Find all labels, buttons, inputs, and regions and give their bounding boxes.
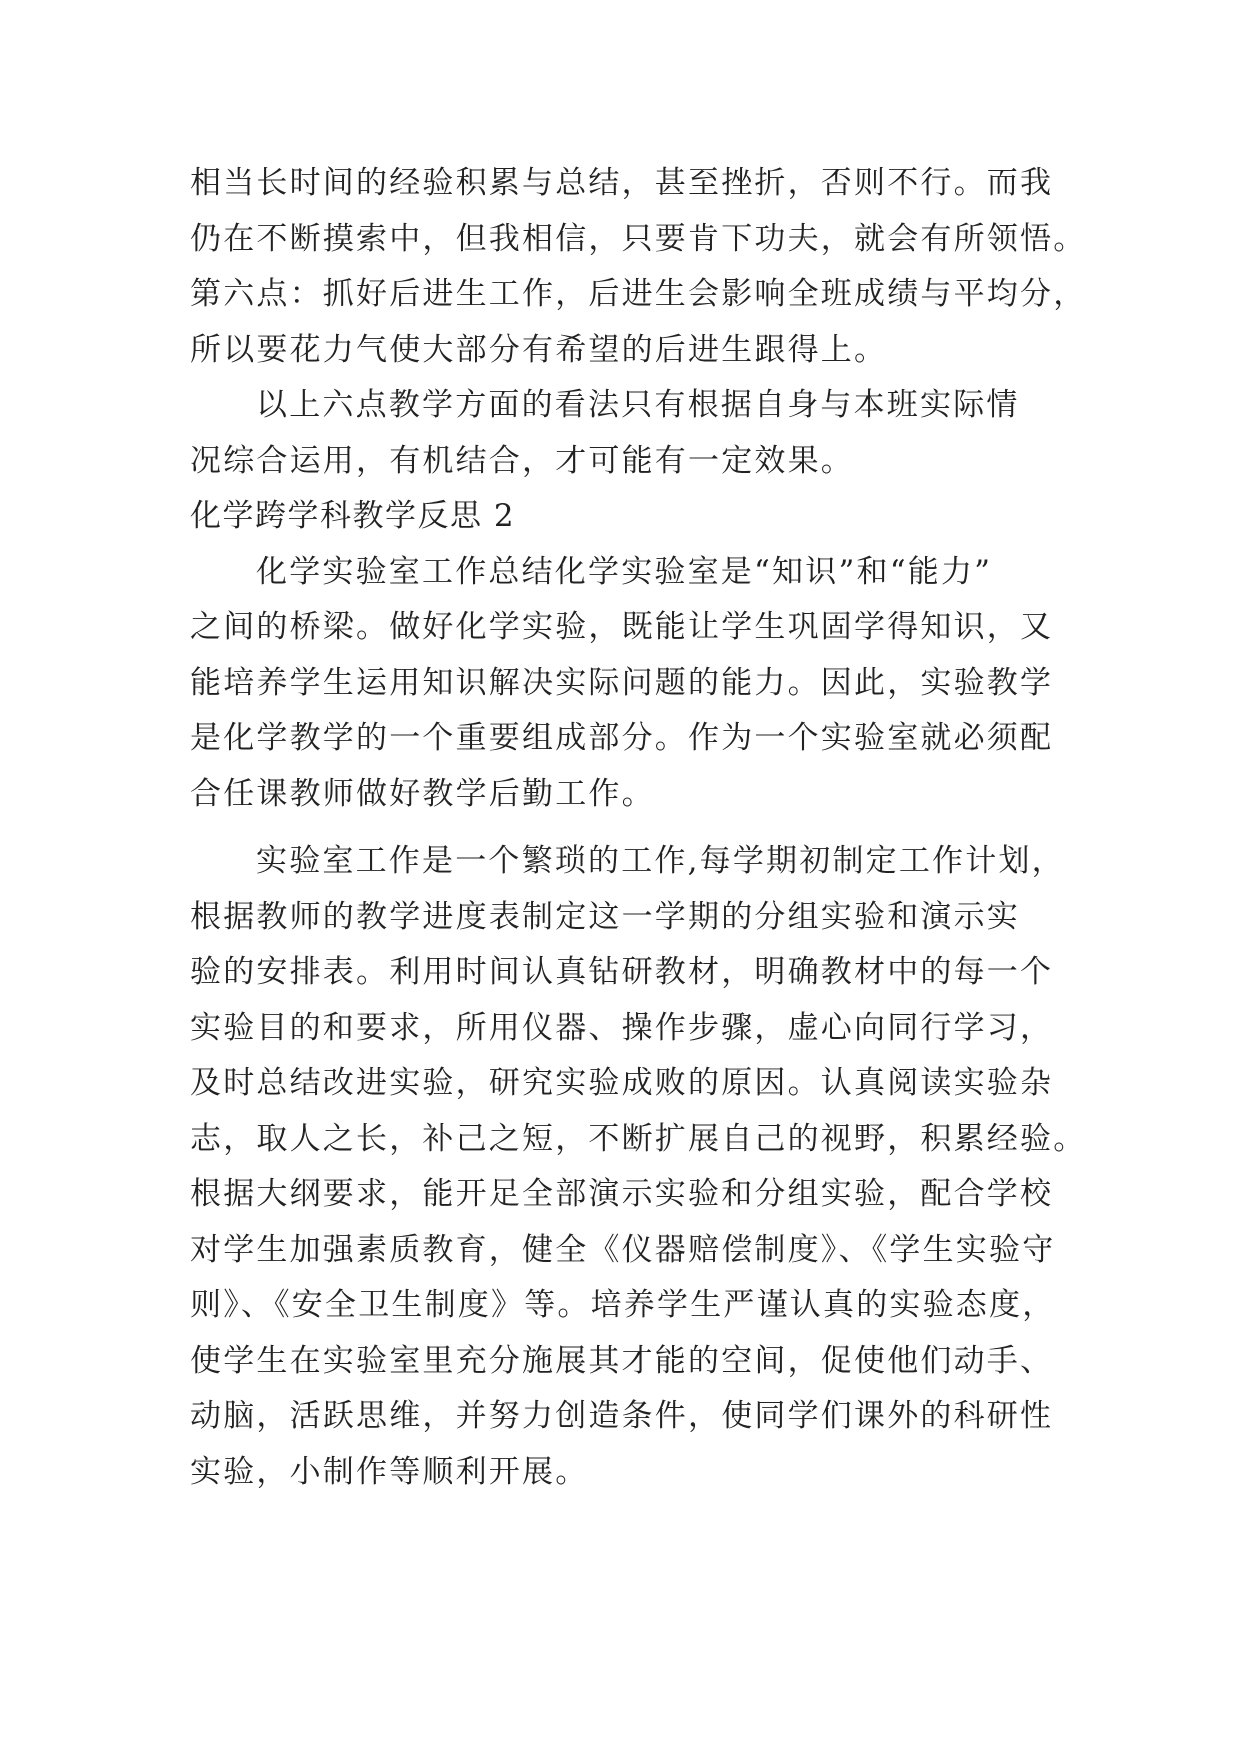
paragraph-line: 实验目的和要求，所用仪器、操作步骤，虚心向同行学习，	[190, 1009, 1054, 1046]
paragraph-line: 对学生加强素质教育，健全《仪器赔偿制度》、《学生实验守	[190, 1231, 1056, 1268]
paragraph-line: 使学生在实验室里充分施展其才能的空间，促使他们动手、	[190, 1342, 1054, 1379]
paragraph-line: 是化学教学的一个重要组成部分。作为一个实验室就必须配	[190, 720, 1054, 756]
paragraph-line: 实验，小制作等顺利开展。	[190, 1453, 589, 1490]
paragraph-line: 根据大纲要求，能开足全部演示实验和分组实验，配合学校	[190, 1176, 1054, 1212]
document-body	[190, 156, 1087, 1500]
paragraph-line: 验的安排表。利用时间认真钻研教材，明确教材中的每一个	[190, 954, 1054, 990]
paragraph-line: 动脑，活跃思维，并努力创造条件，使同学们课外的科研性	[190, 1398, 1054, 1434]
paragraph-line: 合任课教师做好教学后勤工作。	[190, 775, 655, 812]
paragraph-line: 根据教师的教学进度表制定这一学期的分组实验和演示实	[190, 898, 1020, 935]
paragraph-line: 相当长时间的经验积累与总结，甚至挫折，否则不行。而我	[190, 165, 1054, 201]
paragraph-line: 及时总结改进实验，研究实验成败的原因。认真阅读实验杂	[190, 1065, 1054, 1101]
paragraph-line: 仍在不断摸索中，但我相信，只要肯下功夫，就会有所领悟。	[190, 220, 1087, 257]
paragraph-line: 况综合运用，有机结合，才可能有一定效果。	[190, 442, 854, 479]
paragraph-line: 化学实验室工作总结化学实验室是“知识”和“能力”	[256, 553, 993, 590]
paragraph-line: 所以要花力气使大部分有希望的后进生跟得上。	[190, 331, 888, 368]
paragraph-line: 实验室工作是一个繁琐的工作,每学期初制定工作计划，	[256, 843, 1065, 879]
paragraph-line: 第六点：抓好后进生工作，后进生会影响全班成绩与平均分，	[190, 276, 1087, 312]
paragraph-line: 之间的桥梁。做好化学实验，既能让学生巩固学得知识，又	[190, 609, 1054, 645]
paragraph-line: 则》、《安全卫生制度》等。培养学生严谨认真的实验态度，	[190, 1287, 1056, 1323]
paragraph-line: 以上六点教学方面的看法只有根据自身与本班实际情	[256, 387, 1020, 423]
section-heading: 化学跨学科教学反思 2	[190, 498, 516, 534]
paragraph-line: 志，取人之长，补己之短，不断扩展自己的视野，积累经验。	[190, 1120, 1087, 1157]
paragraph-line: 能培养学生运用知识解决实际问题的能力。因此，实验教学	[190, 664, 1054, 701]
